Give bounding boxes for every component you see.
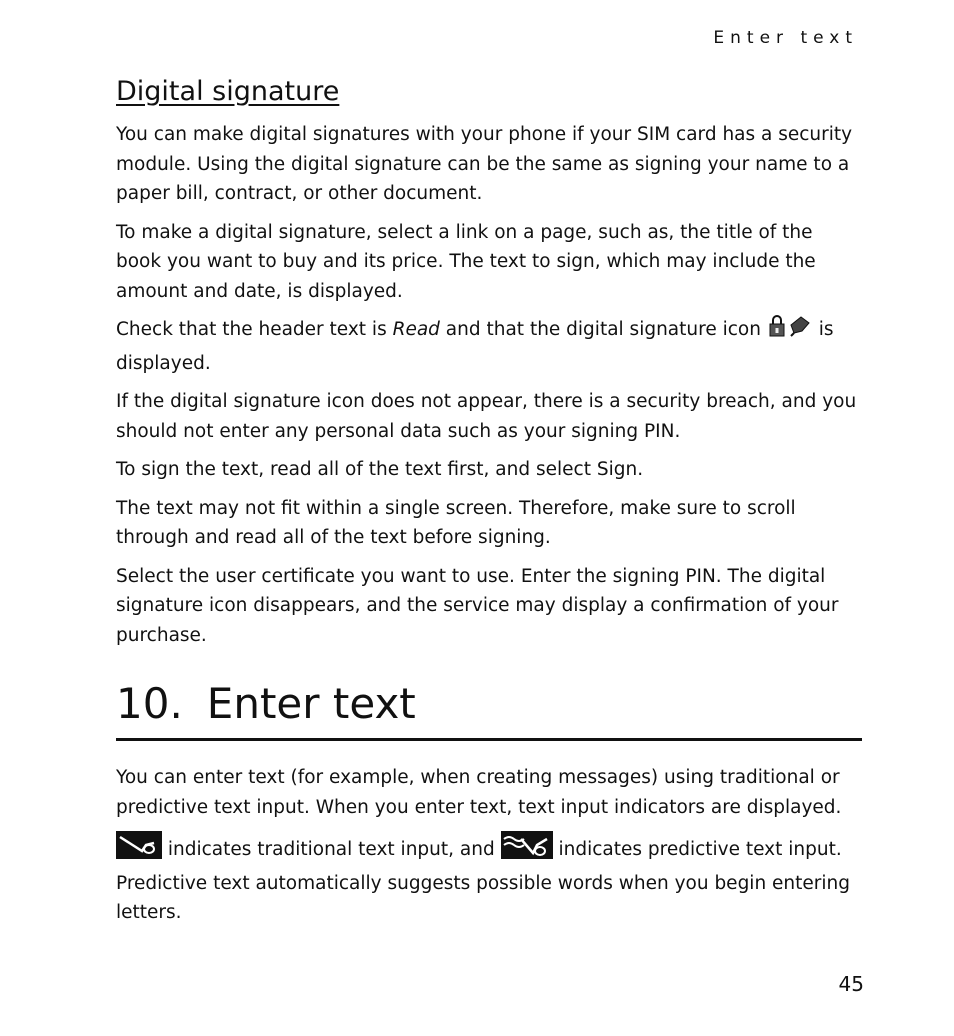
chapter-title: Enter text [206, 679, 416, 728]
chapter-heading [116, 678, 862, 741]
paragraph: You can make digital signatures with your phone if your SIM card has a security module. Using the digital signature can be the same as signing your name to a paper bill, contract, or other document. [116, 124, 853, 204]
paragraph: You can enter text (for example, when creating messages) using traditional or predictive text input. When you enter text, text input indicators are displayed. [116, 767, 842, 818]
paragraph [116, 315, 862, 378]
paragraph: If the digital signature icon does not appear, there is a security breach, and you should not enter any personal data such as your signing PIN. [116, 391, 857, 442]
text: To sign the text, read all of the text first, and select [116, 459, 597, 480]
running-header: Enter text [713, 28, 858, 48]
text: indicates traditional text input, and [162, 839, 501, 860]
text: indicates predictive text input. Predictive text automatically suggests possible words when you begin entering letters. [116, 839, 851, 923]
text: Check that the header text is [116, 319, 393, 340]
paragraph [116, 455, 862, 485]
page-content [116, 74, 862, 937]
section-title: Digital signature [116, 76, 340, 107]
emphasis-text: Read [392, 319, 440, 340]
page-number: 45 [838, 972, 864, 996]
text: . [637, 459, 644, 480]
paragraph [116, 831, 862, 928]
predictive-text-input-icon [501, 831, 553, 869]
paragraph: Select the user certificate you want to use. Enter the signing PIN. The digital signature icon disappears, and the service may display a confirmation of your purchase. [116, 565, 839, 646]
text: and that the digital signature icon [439, 319, 767, 340]
paragraph: The text may not fit within a single screen. Therefore, make sure to scroll through and read all of the text before signing. [116, 497, 796, 548]
sign-term: Sign [596, 459, 638, 480]
paragraph: To make a digital signature, select a link on a page, such as, the title of the book you want to buy and its price. The text to sign, which may include the amount and date, is displayed. [116, 221, 816, 302]
text: is displayed. [116, 319, 834, 374]
chapter-number: 10. [116, 679, 183, 728]
digital-signature-icon [767, 315, 813, 349]
traditional-text-input-icon [116, 831, 162, 869]
